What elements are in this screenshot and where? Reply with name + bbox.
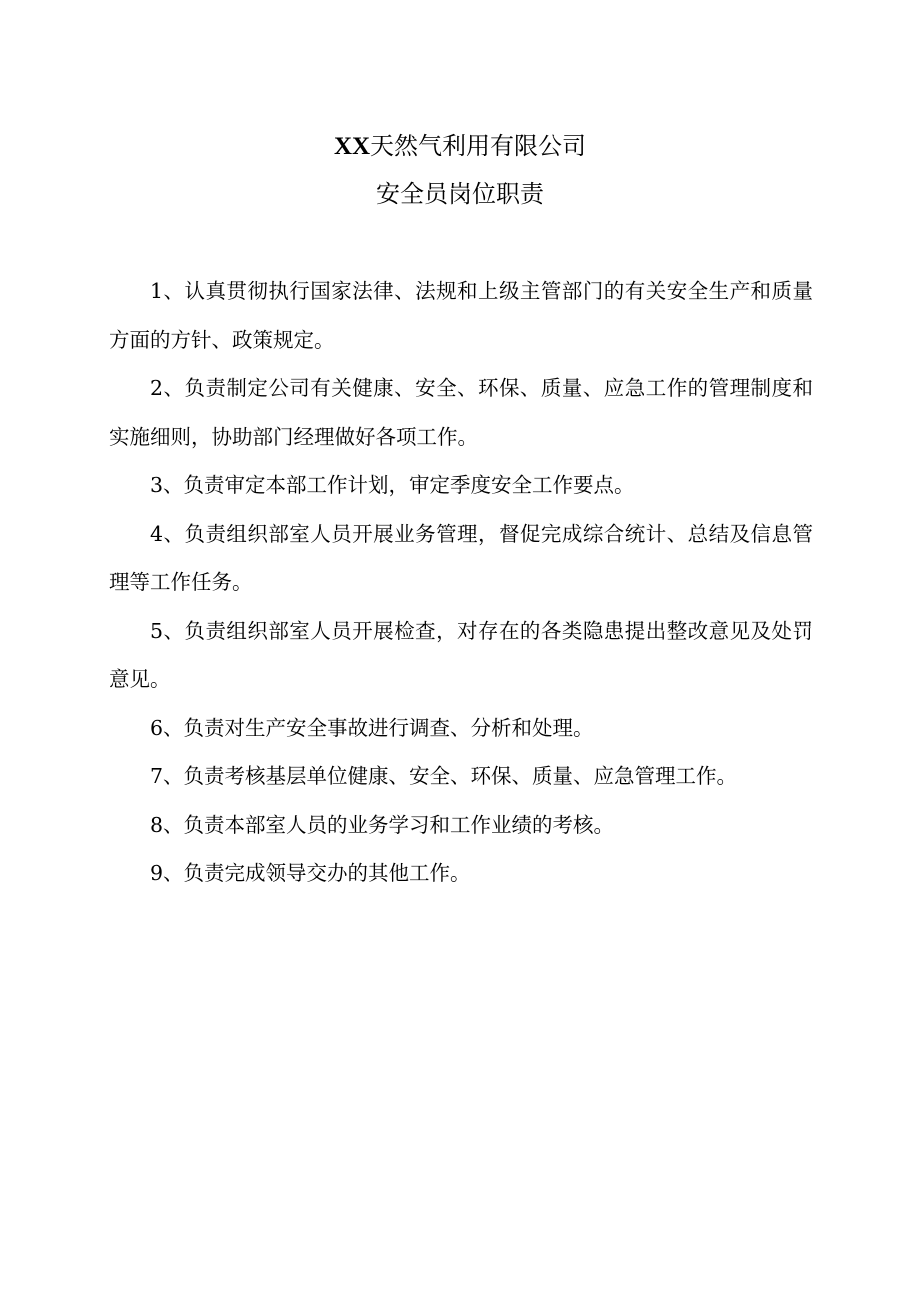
duty-item: 9、负责完成领导交办的其他工作。 — [150, 861, 471, 885]
position-title: 安全员岗位职责 — [376, 180, 544, 208]
duty-item: 4、负责组织部室人员开展业务管理，督促完成综合统计、总结及信息管理等工作任务。 — [109, 521, 813, 594]
duty-item: 3、负责审定本部工作计划，审定季度安全工作要点。 — [150, 473, 635, 497]
duty-item: 8、负责本部室人员的业务学习和工作业绩的考核。 — [150, 812, 615, 837]
duty-list — [109, 267, 813, 898]
company-prefix: XX — [333, 133, 371, 160]
company-name: 天然气利用有限公司 — [370, 132, 587, 160]
duty-item: 1、认真贯彻执行国家法律、法规和上级主管部门的有关安全生产和质量方面的方针、政策规定。 — [109, 279, 813, 352]
duty-item: 6、负责对生产安全事故进行调查、分析和处理。 — [150, 715, 594, 740]
duty-item: 5、负责组织部室人员开展检查，对存在的各类隐患提出整改意见及处罚意见。 — [109, 618, 813, 691]
duty-item: 2、负责制定公司有关健康、安全、环保、质量、应急工作的管理制度和实施细则，协助部门经理做好各项工作。 — [109, 376, 813, 449]
company-title — [0, 131, 920, 162]
duty-item: 7、负责考核基层单位健康、安全、环保、质量、应急管理工作。 — [150, 764, 738, 788]
